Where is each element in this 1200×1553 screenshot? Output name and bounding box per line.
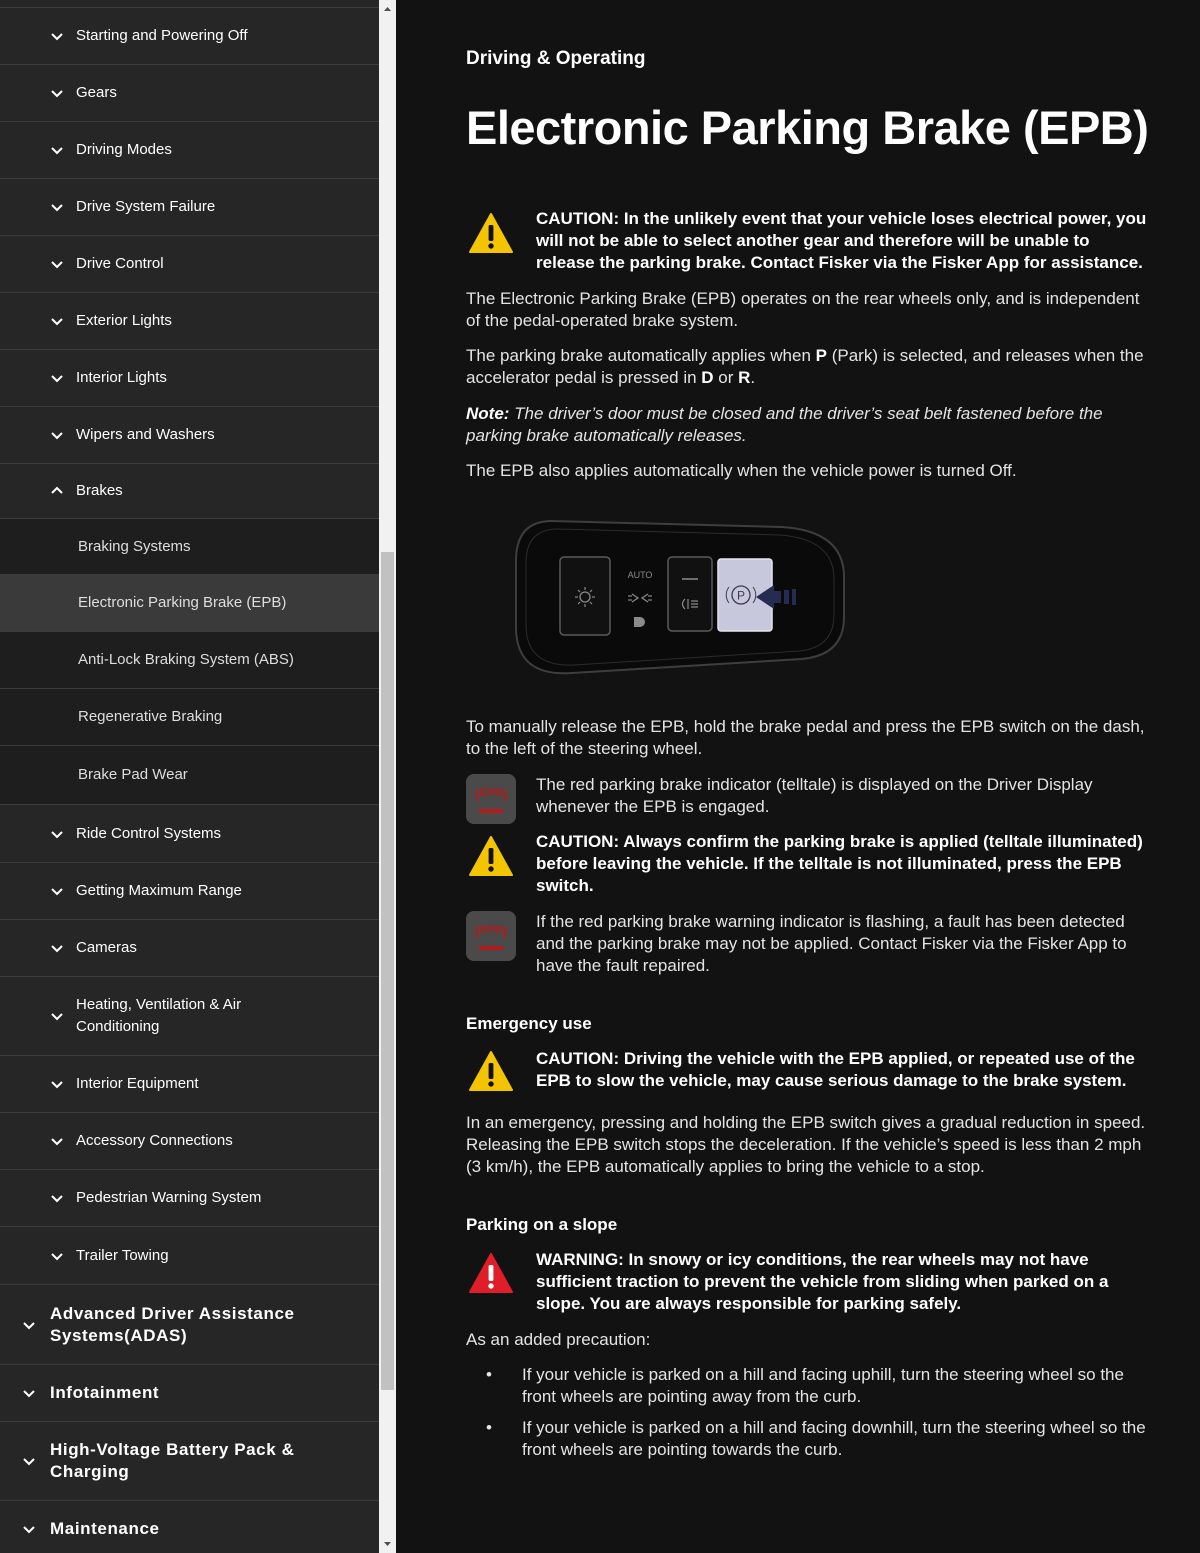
sidebar-item-exterior-lights[interactable] [0, 293, 379, 350]
caution-callout [466, 831, 1156, 897]
epb-telltale-icon [466, 774, 516, 824]
list-item: • If your vehicle is parked on a hill and facing downhill, turn the steering wheel so the front wheels are pointing towards the curb. [522, 1417, 1146, 1461]
sidebar-item-label: Electronic Parking Brake (EPB) [78, 594, 287, 611]
sidebar-item-brakes[interactable] [0, 464, 379, 519]
chevron-down-icon [50, 1249, 64, 1263]
auto-label: AUTO [627, 570, 653, 580]
caution-triangle-icon [468, 834, 514, 880]
sidebar-item-driving-modes[interactable] [0, 122, 379, 179]
chevron-down-icon [50, 371, 64, 385]
sidebar-item-interior-lights[interactable] [0, 350, 379, 407]
epb-warning-telltale-icon [466, 911, 516, 961]
sidebar-section-hv-battery[interactable] [0, 1422, 379, 1501]
caution-callout [466, 208, 1156, 274]
chevron-down-icon [22, 1454, 36, 1468]
sidebar-item-label: Regenerative Braking [78, 708, 223, 725]
sidebar-item-ride-control-systems[interactable] [0, 805, 379, 863]
sidebar-item-getting-maximum-range[interactable] [0, 863, 379, 920]
sidebar-item-gears[interactable] [0, 65, 379, 122]
sidebar-item-hvac[interactable] [0, 977, 379, 1056]
chevron-down-icon [22, 1318, 36, 1332]
gear-d: D [701, 368, 714, 387]
chevron-down-icon [50, 29, 64, 43]
caution-text: CAUTION: Driving the vehicle with the EPB applied, or repeated use of the EPB to slow the vehicle, may cause serious damage to the brake system. [536, 1049, 1135, 1090]
sidebar-item-label: Drive System Failure [76, 198, 216, 215]
note-label: Note: [466, 404, 510, 423]
text-span: The parking brake automatically applies when [466, 346, 816, 365]
sidebar-item-label: Braking Systems [78, 537, 191, 555]
chevron-down-icon [50, 941, 64, 955]
sidebar-item-label: Brakes [76, 482, 123, 499]
sidebar-item-label: Advanced Driver Assistance Systems(ADAS) [50, 1303, 295, 1345]
sidebar-item-label: Driving Modes [76, 141, 172, 158]
sidebar-item-label: Maintenance [50, 1518, 160, 1538]
paragraph: As an added precaution: [466, 1330, 651, 1349]
sidebar-item-drive-control[interactable] [0, 236, 379, 293]
telltale-glyph: EPB [479, 924, 503, 936]
sidebar-item-trailer-towing[interactable] [0, 1227, 379, 1285]
sidebar-item-label: Anti-Lock Braking System (ABS) [78, 651, 294, 668]
sidebar-item-starting-and-powering-off[interactable] [0, 7, 379, 65]
caution-text: CAUTION: In the unlikely event that your vehicle loses electrical power, you will not be able to select another gear and therefore will be unable to release the parking brake. Contact Fisker via the Fisker App for assistance. [536, 209, 1147, 272]
telltale-glyph: EPB [479, 787, 503, 799]
sidebar-subitem-abs[interactable] [0, 632, 379, 689]
caution-callout [466, 1048, 1156, 1094]
note-paragraph [466, 403, 1146, 447]
telltale-description: The red parking brake indicator (telltale) is displayed on the Driver Display whenever the EPB is engaged. [536, 775, 1093, 816]
sidebar-item-label: Interior Equipment [76, 1075, 199, 1092]
sidebar-item-label: Trailer Towing [76, 1246, 169, 1264]
page-title: Electronic Parking Brake (EPB) [466, 101, 1149, 154]
sidebar-item-label: Brake Pad Wear [78, 766, 188, 783]
sidebar-item-wipers-and-washers[interactable] [0, 407, 379, 464]
paragraph: In an emergency, pressing and holding the EPB switch gives a gradual reduction in speed. Releasing the EPB switch stops the deceleration. If the vehicle’s speed is less than 2 mph (3 km/h), the EPB automatically applies to bring the vehicle to a stop. [466, 1113, 1146, 1176]
scroll-down-arrow-icon[interactable] [379, 1536, 396, 1553]
chevron-down-icon [50, 1009, 64, 1023]
sidebar-section-maintenance[interactable] [0, 1501, 379, 1553]
sidebar-item-accessory-connections[interactable] [0, 1113, 379, 1170]
paragraph: The EPB also applies automatically when the vehicle power is turned Off. [466, 461, 1017, 480]
epb-switch-panel-illustration [512, 517, 848, 677]
sidebar-item-cameras[interactable] [0, 920, 379, 977]
caution-triangle-icon [468, 211, 514, 257]
sidebar-item-label: Heating, Ventilation & Air Conditioning [76, 996, 242, 1035]
sidebar-item-label: Accessory Connections [76, 1132, 233, 1149]
gear-p: P [815, 346, 827, 365]
caution-text: CAUTION: Always confirm the parking brake is applied (telltale illuminated) before leaving the vehicle. If the telltale is not illuminated, press the EPB switch. [536, 832, 1143, 895]
sidebar-item-label: Ride Control Systems [76, 824, 222, 842]
sidebar-item-label: Getting Maximum Range [76, 882, 242, 899]
sidebar-item-label: Exterior Lights [76, 312, 172, 329]
chevron-down-icon [22, 1522, 36, 1536]
warning-text: WARNING: In snowy or icy conditions, the rear wheels may not have sufficient traction to prevent the vehicle from sliding when parked on a slope. You are always responsible for parking safely. [536, 1250, 1109, 1313]
paragraph-park [466, 345, 1146, 389]
sidebar-item-label: Gears [76, 84, 117, 101]
telltale-callout [466, 774, 1156, 826]
text-span: or [713, 368, 739, 387]
sidebar-item-label: High-Voltage Battery Pack & Charging [50, 1440, 295, 1481]
sidebar-item-label: Cameras [76, 939, 137, 956]
chevron-down-icon [50, 884, 64, 898]
chevron-down-icon [22, 1386, 36, 1400]
chevron-down-icon [50, 1191, 64, 1205]
sidebar-item-label: Interior Lights [76, 369, 167, 386]
sidebar-scrollbar[interactable] [379, 0, 396, 1553]
sidebar-item-pedestrian-warning-system[interactable] [0, 1170, 379, 1227]
chevron-down-icon [50, 143, 64, 157]
chevron-down-icon [50, 314, 64, 328]
telltale-description: If the red parking brake warning indicator is flashing, a fault has been detected and the parking brake may not be applied. Contact Fisker via the Fisker App to have the fault repaired. [536, 912, 1127, 975]
sidebar-item-label: Pedestrian Warning System [76, 1189, 262, 1206]
section-heading-emergency: Emergency use [466, 1014, 592, 1033]
warning-triangle-icon [468, 1251, 514, 1297]
sidebar-subitem-braking-systems[interactable] [0, 519, 379, 575]
gear-r: R [738, 368, 751, 387]
text-span: . [750, 368, 756, 387]
scroll-up-arrow-icon[interactable] [379, 0, 396, 17]
paragraph: To manually release the EPB, hold the brake pedal and press the EPB switch on the dash, to the left of the steering wheel. [466, 717, 1145, 758]
sidebar-item-label: Infotainment [50, 1383, 160, 1402]
note-text: The driver’s door must be closed and the driver’s seat belt fastened before the parking brake automatically releases. [466, 404, 1103, 445]
sidebar-section-infotainment[interactable] [0, 1365, 379, 1422]
sidebar-item-label: Drive Control [76, 255, 164, 272]
section-heading-slope: Parking on a slope [466, 1215, 618, 1234]
paragraph: The Electronic Parking Brake (EPB) operates on the rear wheels only, and is independent of the pedal-operated brake system. [466, 289, 1140, 330]
chevron-down-icon [50, 827, 64, 841]
scrollbar-thumb[interactable] [381, 552, 394, 1390]
sidebar-item-label: Wipers and Washers [76, 426, 215, 443]
sidebar-nav [0, 0, 379, 1553]
p-label: P [736, 588, 746, 603]
telltale-callout [466, 911, 1156, 977]
sidebar-item-interior-equipment[interactable] [0, 1056, 379, 1113]
sidebar-section-adas[interactable] [0, 1285, 379, 1365]
chevron-up-icon [50, 484, 64, 498]
sidebar-subitem-epb-active[interactable] [0, 575, 379, 632]
chevron-down-icon [50, 86, 64, 100]
sidebar-subitem-brake-pad-wear[interactable] [0, 746, 379, 805]
warning-callout [466, 1249, 1156, 1315]
list-item: • If your vehicle is parked on a hill and facing uphill, turn the steering wheel so the front wheels are pointing away from the curb. [522, 1364, 1146, 1408]
chevron-down-icon [50, 1134, 64, 1148]
section-label: Driving & Operating [466, 48, 646, 69]
text-span: (Park) is selected, and releases when the accelerator pedal is pressed in [466, 346, 1144, 387]
chevron-down-icon [50, 1077, 64, 1091]
sidebar-item-drive-system-failure[interactable] [0, 179, 379, 236]
chevron-down-icon [50, 257, 64, 271]
sidebar-item-label: Starting and Powering Off [76, 27, 248, 44]
caution-triangle-icon [468, 1049, 514, 1095]
chevron-down-icon [50, 428, 64, 442]
chevron-down-icon [50, 200, 64, 214]
sidebar-subitem-regenerative-braking[interactable] [0, 689, 379, 746]
